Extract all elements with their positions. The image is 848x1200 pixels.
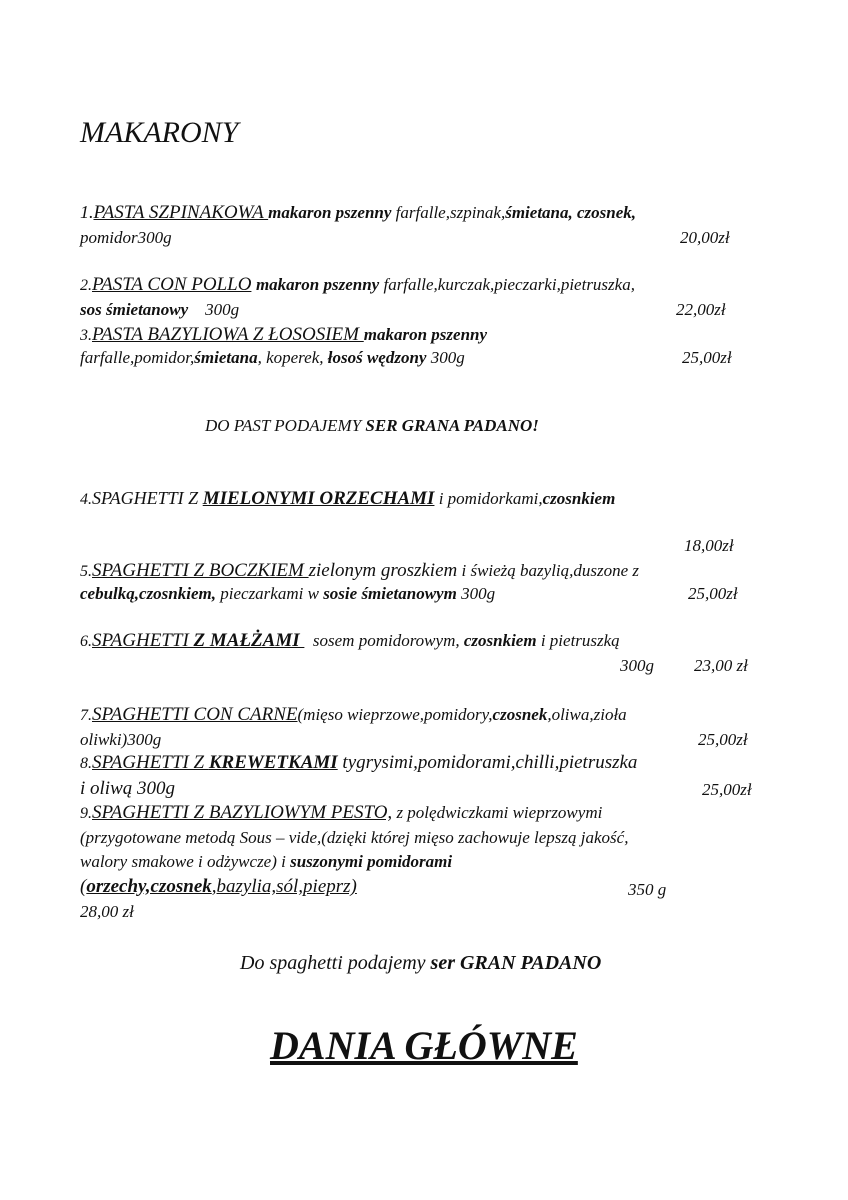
menu-item-7-line-2: oliwki)300g	[80, 730, 162, 749]
pasta-cheese-note: DO PAST PODAJEMY SER GRANA PADANO!	[205, 416, 539, 435]
menu-item-6-weight: 300g	[620, 656, 654, 675]
menu-item-2-line-1: 2.PASTA CON POLLO makaron pszenny farfalle,kurczak,pieczarki,pietruszka,	[80, 274, 635, 295]
menu-item-2-price: 22,00zł	[676, 300, 726, 319]
menu-item-8-price: 25,00zł	[702, 780, 752, 799]
dish-name: PASTA CON POLLO	[92, 274, 252, 295]
menu-item-1-price: 20,00zł	[680, 228, 730, 247]
menu-item-1-line-1: 1.PASTA SZPINAKOWA makaron pszenny farfalle,szpinak,śmietana, czosnek,	[80, 202, 637, 223]
menu-item-8-line-2: i oliwą 300g	[80, 778, 176, 799]
menu-item-9-line-4: (orzechy,czosnek,bazylia,sól,pieprz)	[80, 876, 357, 897]
menu-item-3-line-1: 3.PASTA BAZYLIOWA Z ŁOSOSIEM makaron pszenny	[80, 324, 488, 345]
menu-item-9-line-1: 9.SPAGHETTI Z BAZYLIOWYM PESTO, z polędwiczkami wieprzowymi	[80, 802, 603, 823]
menu-item-3-line-2: farfalle,pomidor,śmietana, koperek, łosoś wędzony 300g	[80, 348, 465, 367]
menu-item-7-price: 25,00zł	[698, 730, 748, 749]
menu-item-1-line-2: pomidor300g	[80, 228, 172, 247]
menu-item-9-weight: 350 g	[628, 880, 667, 899]
menu-item-4-line-1: 4.SPAGHETTI Z MIELONYMI ORZECHAMI i pomidorkami,czosnkiem	[80, 488, 616, 509]
spaghetti-cheese-note: Do spaghetti podajemy ser GRAN PADANO	[240, 952, 602, 974]
menu-item-9-line-3: walory smakowe i odżywcze) i suszonymi pomidorami	[80, 852, 453, 871]
menu-item-6-line-1: 6.SPAGHETTI Z MAŁŻAMI sosem pomidorowym, czosnkiem i pietruszką	[80, 630, 620, 651]
menu-item-6-price: 23,00 zł	[694, 656, 748, 675]
menu-item-9-line-2: (przygotowane metodą Sous – vide,(dzięki której mięso zachowuje lepszą jakość,	[80, 828, 629, 847]
menu-item-5-line-1: 5.SPAGHETTI Z BOCZKIEM zielonym groszkiem i świeżą bazylią,duszone z	[80, 560, 640, 581]
menu-item-4-price: 18,00zł	[684, 536, 734, 555]
main-dishes-title: DANIA GŁÓWNE	[270, 1023, 578, 1068]
dish-name: PASTA BAZYLIOWA Z ŁOSOSIEM	[92, 324, 364, 345]
menu-item-8-line-1: 8.SPAGHETTI Z KREWETKAMI tygrysimi,pomidorami,chilli,pietruszka	[80, 752, 638, 773]
menu-item-7-line-1: 7.SPAGHETTI CON CARNE(mięso wieprzowe,pomidory,czosnek,oliwa,zioła	[80, 704, 627, 725]
menu-item-2-line-2: sos śmietanowy 300g	[80, 300, 240, 319]
menu-item-5-price: 25,00zł	[688, 584, 738, 603]
dish-name: PASTA SZPINAKOWA	[93, 202, 269, 223]
section-title: MAKARONY	[80, 116, 239, 149]
menu-item-9-price: 28,00 zł	[80, 902, 134, 921]
menu-item-3-price: 25,00zł	[682, 348, 732, 367]
menu-item-5-line-2: cebulką,czosnkiem, pieczarkami w sosie śmietanowym 300g	[80, 584, 496, 603]
